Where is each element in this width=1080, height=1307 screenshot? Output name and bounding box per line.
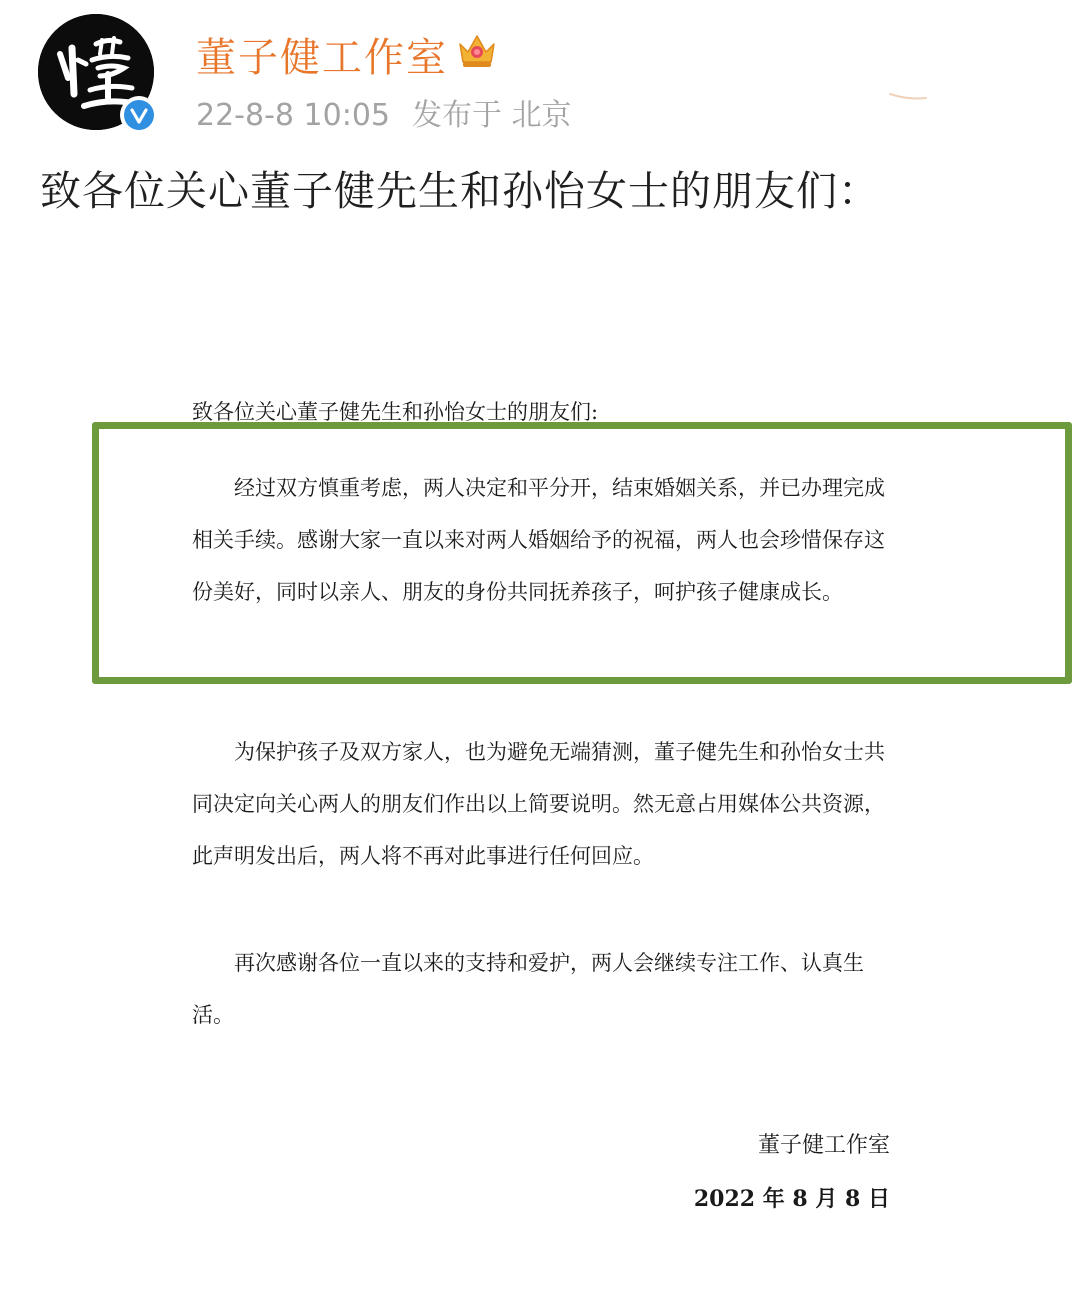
- author-name[interactable]: 董子健工作室: [196, 35, 448, 81]
- verified-badge-icon: [123, 99, 155, 131]
- highlight-box: [92, 422, 1072, 684]
- letter-signature: 董子健工作室: [757, 1133, 890, 1158]
- letter-paragraph-2: 为保护孩子及双方家人，也为避免无端猜测，董子健先生和孙怡女士共同决定向关心两人的朋友们作出以上简要说明。然无意占用媒体公共资源，此声明发出后，两人将不再对此事进行任何回应。: [192, 740, 885, 868]
- letter-paragraph-1: 经过双方慎重考虑，两人决定和平分开，结束婚姻关系，并已办理完成相关手续。感谢大家一直以来对两人婚姻给予的祝福，两人也会珍惜保存这份美好，同时以亲人、朋友的身份共同抚养孩子，呵护孩子健康成长。: [192, 476, 885, 604]
- crown-icon[interactable]: [456, 30, 498, 70]
- post-location: 发布于 北京: [412, 98, 572, 133]
- letter-paragraph-3: 再次感谢各位一直以来的支持和爱护，两人会继续专注工作、认真生活。: [192, 951, 864, 1027]
- letter-date: 2022 年 8 月 8 日: [693, 1186, 890, 1212]
- statement-image[interactable]: [0, 240, 1080, 1307]
- post-title: 致各位关心董子健先生和孙怡女士的朋友们：: [40, 167, 880, 215]
- letter-salutation: 致各位关心董子健先生和孙怡女士的朋友们:: [192, 400, 599, 424]
- post-header: [0, 0, 1080, 140]
- verified-badge: [120, 96, 158, 134]
- swipe-hint-icon: [888, 90, 928, 104]
- post-timestamp: 22-8-8 10:05: [196, 98, 390, 133]
- post-meta: [196, 90, 572, 134]
